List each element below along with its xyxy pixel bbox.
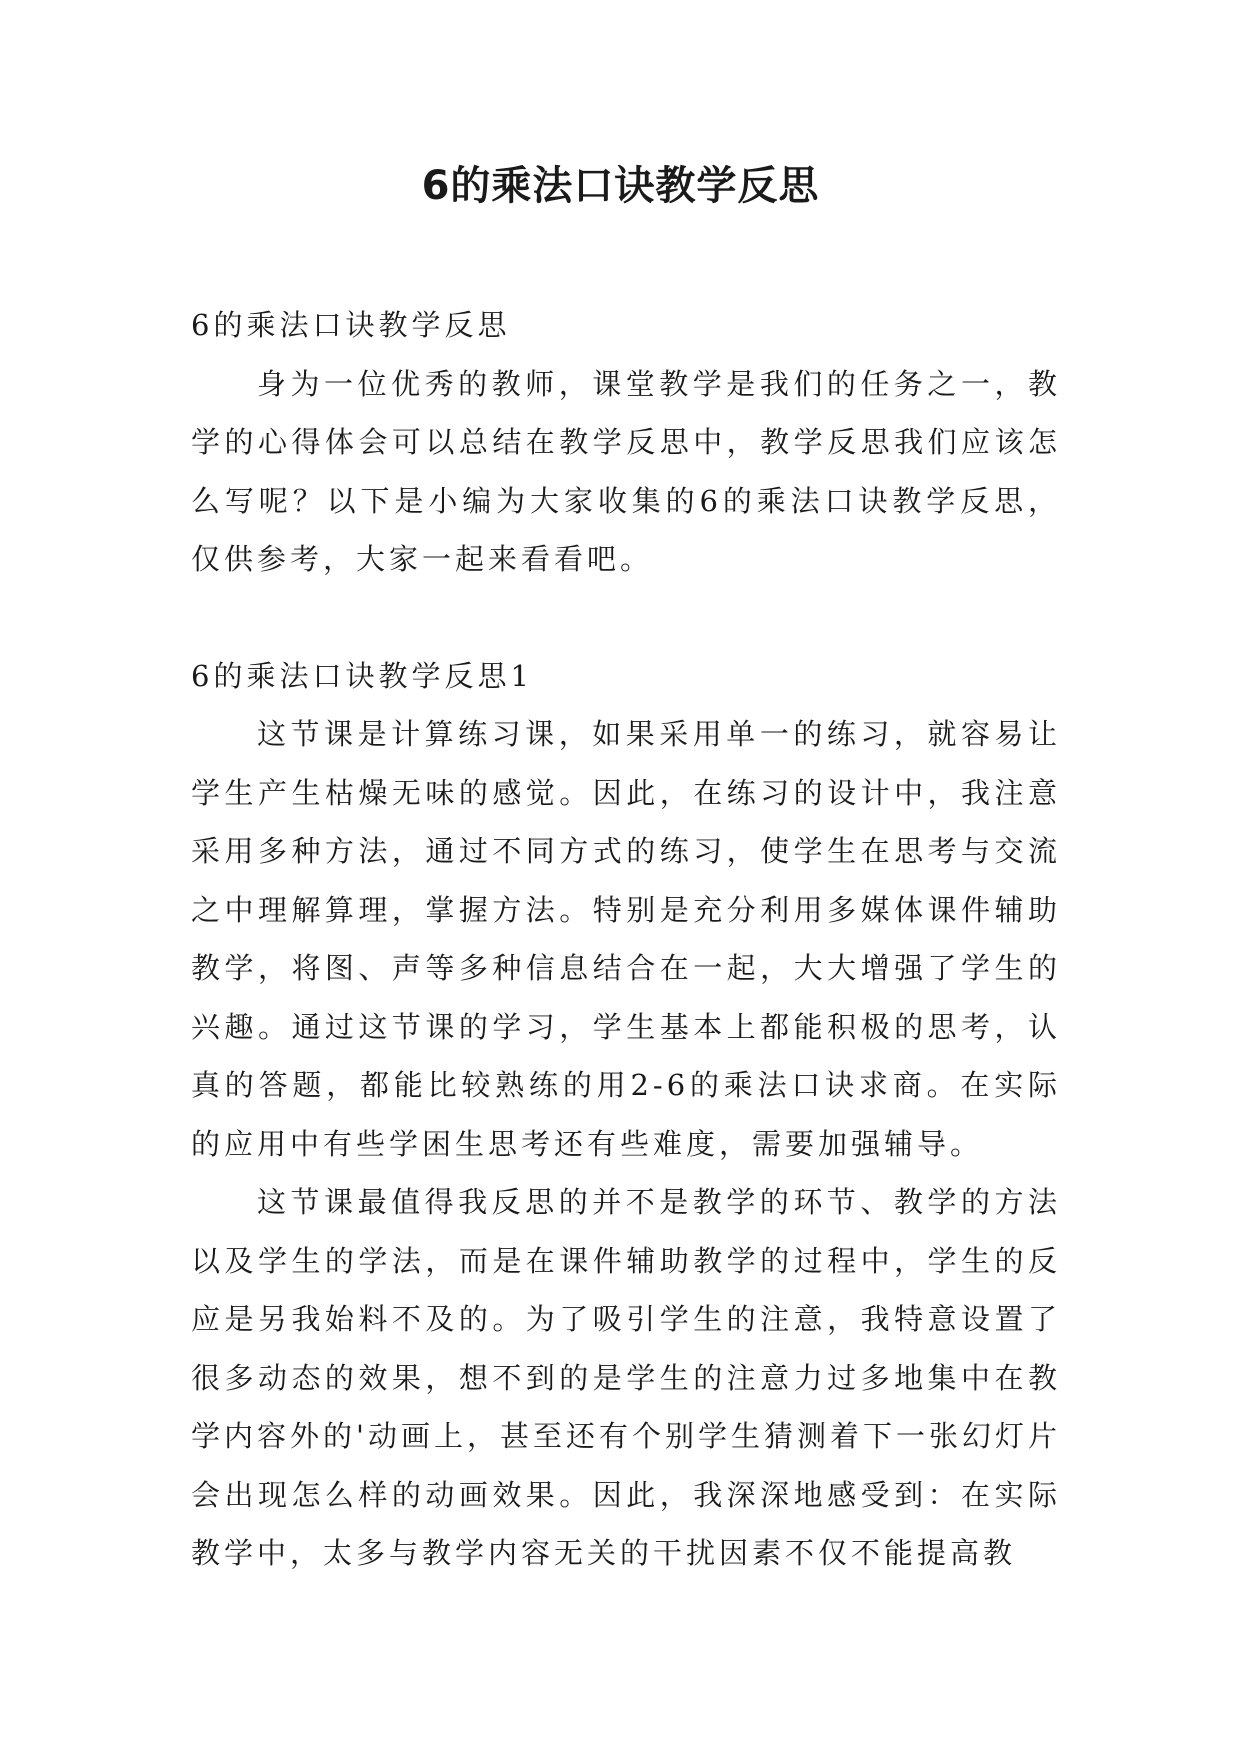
section-spacer — [191, 589, 1061, 647]
intro-heading: 6的乘法口诀教学反思 — [191, 308, 511, 342]
section1-paragraph-1: 这节课是计算练习课，如果采用单一的练习，就容易让学生产生枯燥无味的感觉。因此，在练习的设计中，我注意采用多种方法，通过不同方式的练习，使学生在思考与交流之中理解算理，掌握方法。特别是充分利用多媒体课件辅助教学，将图、声等多种信息结合在一起，大大增强了学生的兴趣。通过这节课的学习，学生基本上都能积极的思考，认真的答题，都能比较熟练的用2-6的乘法口诀求商。在实际的应用中有些学困生思考还有些难度，需要加强辅导。 — [191, 717, 1061, 1161]
section-heading-1: 6的乘法口诀教学反思1 — [191, 658, 533, 693]
document-body — [191, 296, 1061, 1583]
intro-paragraph: 身为一位优秀的教师，课堂教学是我们的任务之一，教学的心得体会可以总结在教学反思中，教学反思我们应该怎么写呢？以下是小编为大家收集的6的乘法口诀教学反思，仅供参考，大家一起来看看吧。 — [191, 366, 1061, 576]
document-title: 6的乘法口诀教学反思 — [421, 163, 820, 209]
section1-paragraph-2: 这节课最值得我反思的并不是教学的环节、教学的方法以及学生的学法，而是在课件辅助教学的过程中，学生的反应是另我始料不及的。为了吸引学生的注意，我特意设置了很多动态的效果，想不到的是学生的注意力过多地集中在教学内容外的'动画上，甚至还有个别学生猜测着下一张幻灯片会出现怎么样的动画效果。因此，我深深地感受到：在实际教学中，太多与教学内容无关的干扰因素不仅不能提高教 — [191, 1185, 1061, 1570]
